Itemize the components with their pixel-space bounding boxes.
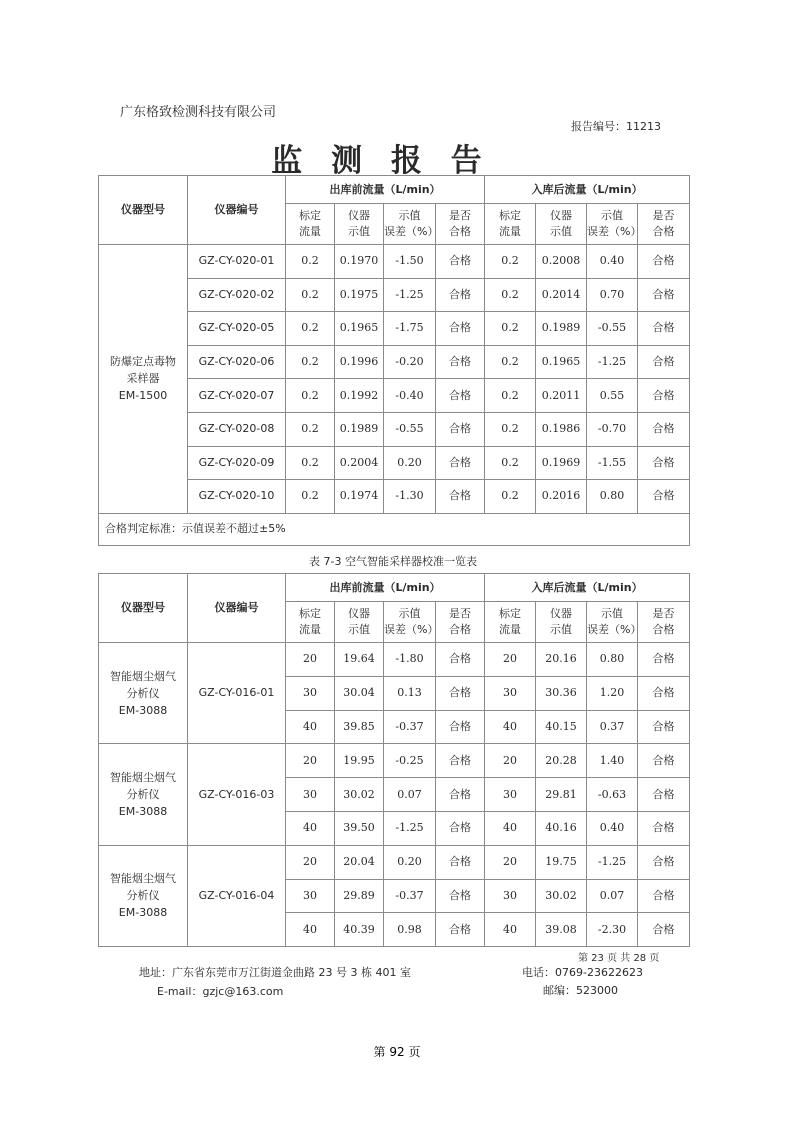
i-flow-cell: 30 <box>485 778 536 812</box>
calibration-table-2 <box>98 573 690 947</box>
subheader-line: 标定 <box>499 607 522 620</box>
subheader-cell <box>286 602 335 643</box>
o-flow-cell: 0.2 <box>286 278 335 312</box>
subheader-cell <box>587 204 642 245</box>
o-flow-cell: 20 <box>286 845 335 879</box>
subheader-line: 仪器 <box>348 607 370 620</box>
i-flow-cell: 0.2 <box>485 345 536 379</box>
i-pass-cell: 合格 <box>638 845 690 879</box>
i-reading-cell: 0.1986 <box>536 412 587 446</box>
i-error-cell: -1.25 <box>587 345 638 379</box>
subheader-line: 仪器 <box>550 209 573 222</box>
i-flow-cell: 0.2 <box>485 245 536 279</box>
i-reading-cell: 39.08 <box>536 913 587 947</box>
subheader-line: 是否 <box>449 209 472 222</box>
i-error-cell: -1.25 <box>587 845 638 879</box>
model-line: 分析仪 <box>126 788 160 802</box>
subheader-line: 误差（%） <box>587 623 642 636</box>
serial-cell: GZ-CY-016-03 <box>188 744 286 845</box>
o-pass-cell: 合格 <box>436 643 485 677</box>
subheader-line: 误差（%） <box>587 225 642 238</box>
o-reading-cell: 0.1970 <box>335 245 384 279</box>
serial-cell: GZ-CY-016-04 <box>188 845 286 946</box>
i-flow-cell: 0.2 <box>485 446 536 480</box>
email: E-mail：gzjc@163.com <box>157 985 284 998</box>
o-error-cell: -0.55 <box>384 412 436 446</box>
subheader-cell <box>286 204 335 245</box>
subheader-cell <box>638 204 690 245</box>
i-flow-cell: 40 <box>485 811 536 845</box>
header-model: 仪器型号 <box>99 574 188 643</box>
model-line: EM-3088 <box>118 906 168 920</box>
o-reading-cell: 0.1989 <box>335 412 384 446</box>
model-line: 分析仪 <box>126 686 160 700</box>
subheader-line: 示值 <box>550 623 573 636</box>
i-reading-cell: 29.81 <box>536 778 587 812</box>
i-pass-cell: 合格 <box>638 913 690 947</box>
o-error-cell: -0.25 <box>384 744 436 778</box>
subheader-line: 是否 <box>652 209 675 222</box>
model-cell <box>99 643 188 744</box>
i-pass-cell: 合格 <box>638 676 690 710</box>
o-flow-cell: 40 <box>286 710 335 744</box>
subheader-line: 标定 <box>299 607 321 620</box>
o-pass-cell: 合格 <box>436 446 485 480</box>
o-reading-cell: 29.89 <box>335 879 384 913</box>
o-flow-cell: 0.2 <box>286 245 335 279</box>
o-error-cell: -0.40 <box>384 379 436 413</box>
subheader-line: 示值 <box>398 209 421 222</box>
serial-cell: GZ-CY-016-01 <box>188 643 286 744</box>
o-flow-cell: 0.2 <box>286 379 335 413</box>
o-error-cell: -1.30 <box>384 480 436 514</box>
serial-cell: GZ-CY-020-06 <box>188 345 286 379</box>
o-pass-cell: 合格 <box>436 245 485 279</box>
i-reading-cell: 30.02 <box>536 879 587 913</box>
table-row <box>99 480 690 514</box>
header-model: 仪器型号 <box>99 176 188 245</box>
o-pass-cell: 合格 <box>436 676 485 710</box>
o-error-cell: -1.50 <box>384 245 436 279</box>
model-cell <box>99 245 188 514</box>
model-line: EM-3088 <box>118 703 168 717</box>
i-flow-cell: 20 <box>485 744 536 778</box>
subheader-cell <box>536 602 587 643</box>
i-reading-cell: 0.1969 <box>536 446 587 480</box>
o-reading-cell: 39.50 <box>335 811 384 845</box>
table-row <box>99 379 690 413</box>
i-error-cell: 0.55 <box>587 379 638 413</box>
i-error-cell: 0.40 <box>587 245 638 279</box>
subheader-line: 是否 <box>652 607 675 620</box>
subheader-line: 合格 <box>652 225 675 238</box>
subheader-line: 示值 <box>601 607 624 620</box>
i-pass-cell: 合格 <box>638 312 690 346</box>
model-cell <box>99 845 188 946</box>
table-row <box>99 345 690 379</box>
table-row <box>99 245 690 279</box>
header-out-flow: 出库前流量（L/min） <box>286 176 485 204</box>
subheader-line: 是否 <box>449 607 472 620</box>
o-pass-cell: 合格 <box>436 345 485 379</box>
header-serial: 仪器编号 <box>188 176 286 245</box>
table-row <box>99 446 690 480</box>
i-reading-cell: 0.2008 <box>536 245 587 279</box>
serial-cell: GZ-CY-020-07 <box>188 379 286 413</box>
o-error-cell: -0.37 <box>384 879 436 913</box>
i-flow-cell: 20 <box>485 845 536 879</box>
o-flow-cell: 0.2 <box>286 345 335 379</box>
table-row <box>99 278 690 312</box>
i-pass-cell: 合格 <box>638 412 690 446</box>
model-cell <box>99 744 188 845</box>
subheader-line: 仪器 <box>550 607 573 620</box>
subheader-cell <box>384 204 439 245</box>
i-error-cell: 0.80 <box>587 480 638 514</box>
table-row <box>99 312 690 346</box>
i-pass-cell: 合格 <box>638 446 690 480</box>
o-flow-cell: 20 <box>286 744 335 778</box>
subheader-line: 标定 <box>499 209 522 222</box>
header-serial: 仪器编号 <box>188 574 286 643</box>
o-error-cell: 0.20 <box>384 446 436 480</box>
serial-cell: GZ-CY-020-01 <box>188 245 286 279</box>
o-flow-cell: 30 <box>286 778 335 812</box>
subheader-cell <box>485 602 536 643</box>
o-reading-cell: 20.04 <box>335 845 384 879</box>
subheader-cell <box>335 204 384 245</box>
subheader-cell <box>436 204 485 245</box>
i-reading-cell: 0.2014 <box>536 278 587 312</box>
o-flow-cell: 0.2 <box>286 412 335 446</box>
o-error-cell: -1.75 <box>384 312 436 346</box>
subheader-line: 误差（%） <box>384 623 439 636</box>
o-reading-cell: 0.2004 <box>335 446 384 480</box>
i-reading-cell: 20.28 <box>536 744 587 778</box>
i-error-cell: -1.55 <box>587 446 638 480</box>
table-row <box>99 744 690 778</box>
i-flow-cell: 20 <box>485 643 536 677</box>
postcode: 邮编：523000 <box>543 984 618 997</box>
phone: 电话：0769-23622623 <box>522 966 643 979</box>
i-flow-cell: 30 <box>485 879 536 913</box>
i-error-cell: 0.80 <box>587 643 638 677</box>
i-flow-cell: 0.2 <box>485 312 536 346</box>
o-reading-cell: 0.1975 <box>335 278 384 312</box>
i-pass-cell: 合格 <box>638 744 690 778</box>
subheader-line: 流量 <box>299 225 321 238</box>
i-error-cell: 0.37 <box>587 710 638 744</box>
o-error-cell: -0.20 <box>384 345 436 379</box>
table-caption: 表 7-3 空气智能采样器校准一览表 <box>309 555 477 568</box>
subheader-line: 示值 <box>348 623 370 636</box>
subheader-line: 示值 <box>601 209 624 222</box>
i-reading-cell: 0.2011 <box>536 379 587 413</box>
subheader-cell <box>536 204 587 245</box>
table-row <box>99 845 690 879</box>
page-title: 监 测 报 告 <box>271 143 491 179</box>
model-line: 采样器 <box>126 372 160 386</box>
subheader-line: 示值 <box>398 607 421 620</box>
header-in-flow: 入库后流量（L/min） <box>485 574 690 602</box>
i-reading-cell: 0.1965 <box>536 345 587 379</box>
o-pass-cell: 合格 <box>436 913 485 947</box>
o-error-cell: -1.25 <box>384 811 436 845</box>
serial-cell: GZ-CY-020-02 <box>188 278 286 312</box>
i-error-cell: -0.70 <box>587 412 638 446</box>
subheader-line: 合格 <box>449 225 472 238</box>
i-flow-cell: 40 <box>485 710 536 744</box>
i-reading-cell: 0.1989 <box>536 312 587 346</box>
o-flow-cell: 0.2 <box>286 480 335 514</box>
o-reading-cell: 19.95 <box>335 744 384 778</box>
table-row <box>99 643 690 677</box>
i-error-cell: 1.40 <box>587 744 638 778</box>
i-error-cell: 0.70 <box>587 278 638 312</box>
o-reading-cell: 0.1965 <box>335 312 384 346</box>
i-reading-cell: 30.36 <box>536 676 587 710</box>
i-flow-cell: 30 <box>485 676 536 710</box>
i-error-cell: -0.55 <box>587 312 638 346</box>
report-number: 报告编号：11213 <box>571 120 661 133</box>
o-flow-cell: 0.2 <box>286 312 335 346</box>
model-line: 防爆定点毒物 <box>110 355 176 369</box>
criterion-text: 合格判定标准：示值误差不超过±5% <box>99 513 690 545</box>
o-reading-cell: 0.1996 <box>335 345 384 379</box>
i-reading-cell: 40.16 <box>536 811 587 845</box>
o-pass-cell: 合格 <box>436 811 485 845</box>
i-pass-cell: 合格 <box>638 710 690 744</box>
address: 地址：广东省东莞市万江街道金曲路 23 号 3 栋 401 室 <box>139 966 411 979</box>
i-flow-cell: 0.2 <box>485 480 536 514</box>
o-error-cell: 0.98 <box>384 913 436 947</box>
subheader-cell <box>384 602 439 643</box>
subheader-line: 误差（%） <box>384 225 439 238</box>
o-pass-cell: 合格 <box>436 879 485 913</box>
o-reading-cell: 40.39 <box>335 913 384 947</box>
subheader-line: 流量 <box>299 623 321 636</box>
o-reading-cell: 30.02 <box>335 778 384 812</box>
subheader-line: 流量 <box>499 225 522 238</box>
serial-cell: GZ-CY-020-10 <box>188 480 286 514</box>
o-error-cell: 0.07 <box>384 778 436 812</box>
subheader-line: 合格 <box>449 623 472 636</box>
o-pass-cell: 合格 <box>436 710 485 744</box>
o-reading-cell: 19.64 <box>335 643 384 677</box>
o-reading-cell: 0.1974 <box>335 480 384 514</box>
i-reading-cell: 40.15 <box>536 710 587 744</box>
i-error-cell: -0.63 <box>587 778 638 812</box>
o-reading-cell: 39.85 <box>335 710 384 744</box>
o-flow-cell: 40 <box>286 913 335 947</box>
table-row <box>99 412 690 446</box>
i-reading-cell: 19.75 <box>536 845 587 879</box>
i-flow-cell: 0.2 <box>485 412 536 446</box>
i-pass-cell: 合格 <box>638 879 690 913</box>
model-line: 智能烟尘烟气 <box>110 872 176 886</box>
i-pass-cell: 合格 <box>638 480 690 514</box>
o-pass-cell: 合格 <box>436 778 485 812</box>
o-reading-cell: 30.04 <box>335 676 384 710</box>
model-line: 智能烟尘烟气 <box>110 669 176 683</box>
i-pass-cell: 合格 <box>638 345 690 379</box>
i-reading-cell: 0.2016 <box>536 480 587 514</box>
model-line: 智能烟尘烟气 <box>110 771 176 785</box>
o-flow-cell: 20 <box>286 643 335 677</box>
serial-cell: GZ-CY-020-08 <box>188 412 286 446</box>
i-flow-cell: 0.2 <box>485 379 536 413</box>
o-pass-cell: 合格 <box>436 312 485 346</box>
i-pass-cell: 合格 <box>638 379 690 413</box>
criterion-row <box>99 513 690 545</box>
o-reading-cell: 0.1992 <box>335 379 384 413</box>
subheader-cell <box>638 602 690 643</box>
subheader-line: 标定 <box>299 209 321 222</box>
header-in-flow: 入库后流量（L/min） <box>485 176 690 204</box>
subheader-line: 仪器 <box>348 209 370 222</box>
model-line: EM-3088 <box>118 805 168 819</box>
o-pass-cell: 合格 <box>436 480 485 514</box>
o-pass-cell: 合格 <box>436 744 485 778</box>
serial-cell: GZ-CY-020-09 <box>188 446 286 480</box>
i-error-cell: 0.07 <box>587 879 638 913</box>
i-flow-cell: 40 <box>485 913 536 947</box>
i-error-cell: 0.40 <box>587 811 638 845</box>
o-error-cell: 0.20 <box>384 845 436 879</box>
calibration-table-1 <box>98 175 690 546</box>
subheader-cell <box>587 602 642 643</box>
i-pass-cell: 合格 <box>638 245 690 279</box>
i-error-cell: 1.20 <box>587 676 638 710</box>
model-line: 分析仪 <box>126 889 160 903</box>
o-pass-cell: 合格 <box>436 845 485 879</box>
o-pass-cell: 合格 <box>436 412 485 446</box>
document-page-number: 第 92 页 <box>373 1045 421 1059</box>
o-flow-cell: 30 <box>286 676 335 710</box>
i-reading-cell: 20.16 <box>536 643 587 677</box>
o-pass-cell: 合格 <box>436 278 485 312</box>
o-pass-cell: 合格 <box>436 379 485 413</box>
i-error-cell: -2.30 <box>587 913 638 947</box>
serial-cell: GZ-CY-020-05 <box>188 312 286 346</box>
i-pass-cell: 合格 <box>638 778 690 812</box>
subheader-cell <box>485 204 536 245</box>
o-flow-cell: 30 <box>286 879 335 913</box>
o-error-cell: -1.80 <box>384 643 436 677</box>
subheader-line: 流量 <box>499 623 522 636</box>
header-out-flow: 出库前流量（L/min） <box>286 574 485 602</box>
o-flow-cell: 40 <box>286 811 335 845</box>
o-error-cell: -0.37 <box>384 710 436 744</box>
subheader-line: 示值 <box>550 225 573 238</box>
page-info: 第 23 页 共 28 页 <box>578 953 660 964</box>
i-pass-cell: 合格 <box>638 278 690 312</box>
o-error-cell: 0.13 <box>384 676 436 710</box>
subheader-cell <box>436 602 485 643</box>
o-flow-cell: 0.2 <box>286 446 335 480</box>
company-name: 广东格致检测科技有限公司 <box>120 105 277 120</box>
o-error-cell: -1.25 <box>384 278 436 312</box>
i-pass-cell: 合格 <box>638 811 690 845</box>
subheader-cell <box>335 602 384 643</box>
subheader-line: 合格 <box>652 623 675 636</box>
model-line: EM-1500 <box>118 389 168 403</box>
subheader-line: 示值 <box>348 225 370 238</box>
i-flow-cell: 0.2 <box>485 278 536 312</box>
i-pass-cell: 合格 <box>638 643 690 677</box>
